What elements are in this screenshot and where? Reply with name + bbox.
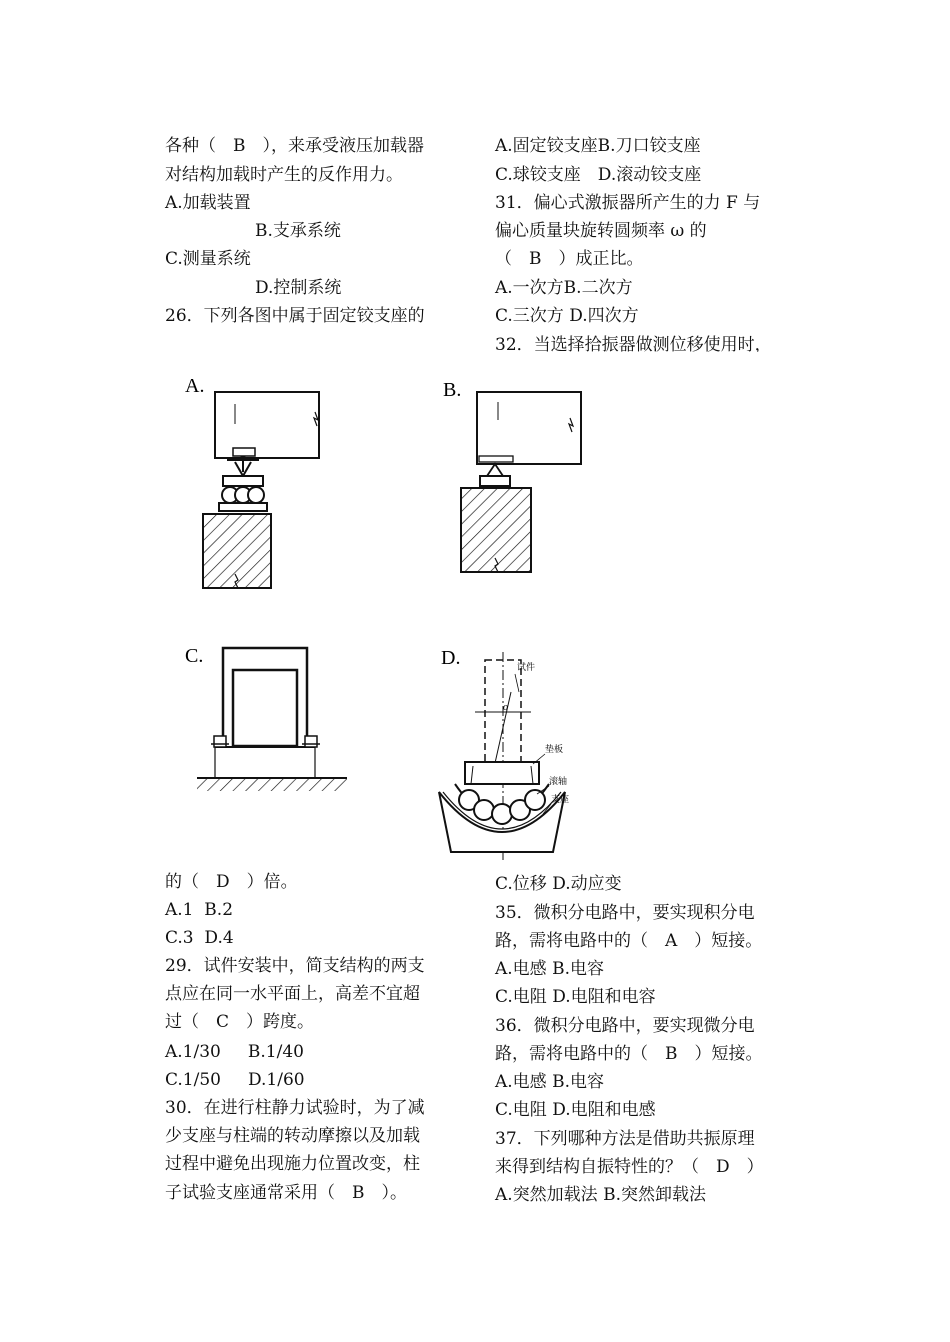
q30-options-cd: C.球铰支座 D.滚动铰支座 (495, 165, 702, 185)
q36-stem-line2: 路，需将电路中的（ B ）短接。 (495, 1044, 763, 1064)
q35-options-ab: A.电感 B.电容 (495, 959, 604, 979)
q25-option-d: D.控制系统 (255, 278, 342, 298)
q37-stem-line2: 来得到结构自振特性的？（ D ） (495, 1157, 764, 1177)
q30-stem-line3: 过程中避免出现施力位置改变，柱 (165, 1154, 420, 1174)
q29-stem-line3: 过（ C ）跨度。 (165, 1012, 315, 1032)
q29-stem-line2: 点应在同一水平面上，高差不宜超 (165, 984, 420, 1004)
q34-options-cd: C.位移 D.动应变 (495, 874, 622, 894)
diagram-a (185, 375, 319, 588)
q31-options-ab: A.一次方B.二次方 (495, 278, 633, 298)
q30-stem-line2: 少支座与柱端的转动摩擦以及加载 (165, 1126, 420, 1146)
diagram-d (439, 647, 569, 860)
q32-option-line1: ; ;1;D ;1 (662, 480, 753, 500)
q33-option-c: 动体的速度成正 (649, 677, 768, 697)
q37-options-ab: A.突然加载法 B.突然卸载法 (495, 1185, 706, 1205)
q32-stem-line1: 32．当选择拾振器做测位移使用时， (495, 335, 772, 355)
q26-stem: 26．下列各图中属于固定铰支座的 (165, 306, 425, 326)
q25-option-c: C.测量系统 (165, 249, 251, 269)
diagram-b (443, 379, 581, 572)
q33-option-b: 动体的速度成反 (649, 620, 768, 640)
d-support-label: 支座 (551, 795, 570, 805)
q29-options-cd: C.1/50 D.1/60 (165, 1070, 305, 1090)
d-center-label: o (503, 702, 508, 713)
diagram-c (185, 645, 347, 791)
q36-stem-line1: 36．微积分电路中，要实现微分电 (495, 1016, 755, 1036)
q32-stem-line2: 位移振幅 $Y_0$ 与被 (622, 364, 754, 386)
q34-stem-tail: )。 (650, 818, 674, 838)
diagram-b-label: B. (443, 379, 462, 401)
q28-options-cd: C.3 D.4 (165, 928, 234, 948)
q33-option-d: 体的加速度成正 (654, 733, 773, 753)
q25-option-a: A.加载装置 (165, 193, 251, 213)
q25-stem-line1: 各种（ B ），来承受液压加载器 (165, 136, 424, 156)
d-roller-label: 滚轴 (549, 777, 568, 787)
q31-options-cd: C.三次方 D.四次方 (495, 306, 639, 326)
q29-options-ab: A.1/30 B.1/40 (165, 1042, 304, 1062)
q30-options-ab: A.固定铰支座B.刀口铰支座 (495, 136, 701, 156)
q25-stem-line2: 对结构加载时产生的反作用力。 (165, 165, 403, 185)
q31-stem-line3: （ B ）成正比。 (495, 249, 644, 269)
q35-stem-line2: 路，需将电路中的（ A ）短接。 (495, 931, 763, 951)
q25-option-b: B.支承系统 (255, 221, 341, 241)
q36-options-ab: A.电感 B.电容 (495, 1072, 604, 1092)
q31-stem-line2: 偏心质量块旋转圆频率 ω 的 (495, 221, 707, 241)
d-pad-label: 垫板 (545, 745, 564, 755)
q29-stem-line1: 29．试件安装中，简支结构的两支 (165, 956, 425, 976)
q32-stem-line4: 阻尼比 D 满足： (647, 420, 774, 440)
q33-option-a: 动体的加速度成 (649, 563, 768, 583)
diagram-d-label: D. (441, 647, 461, 669)
d-specimen-label: 试件 (517, 663, 536, 673)
q31-stem-line1: 31．偏心式激振器所产生的力 F 与 (495, 193, 761, 213)
q32-option-line2: ; ;1;D ;1 (662, 508, 753, 528)
q33-stem-tail: 的（ C ）。 (648, 535, 755, 555)
q32-stem-line3: $_0$ 之比趋近于 1， (647, 392, 778, 414)
q35-stem-line1: 35．微积分电路中，要实现积分电 (495, 903, 755, 923)
diagram-c-label: C. (185, 645, 204, 667)
q35-options-cd: C.电阻 D.电阻和电容 (495, 987, 656, 1007)
q28-stem-tail: 的（ D ）倍。 (165, 872, 298, 892)
q34-stem-line: 能直接感知被测 (649, 790, 768, 810)
q28-options-ab: A.1 B.2 (165, 900, 234, 920)
q30-stem-line1: 30．在进行柱静力试验时，为了减 (165, 1098, 425, 1118)
diagram-a-label: A. (185, 375, 205, 397)
q30-stem-line4: 子试验支座通常采用（ B ）。 (165, 1183, 407, 1203)
q36-options-cd: C.电阻 D.电阻和电感 (495, 1100, 656, 1120)
support-diagrams-figure (175, 352, 787, 862)
q37-stem-line1: 37．下列哪种方法是借助共振原理 (495, 1129, 755, 1149)
